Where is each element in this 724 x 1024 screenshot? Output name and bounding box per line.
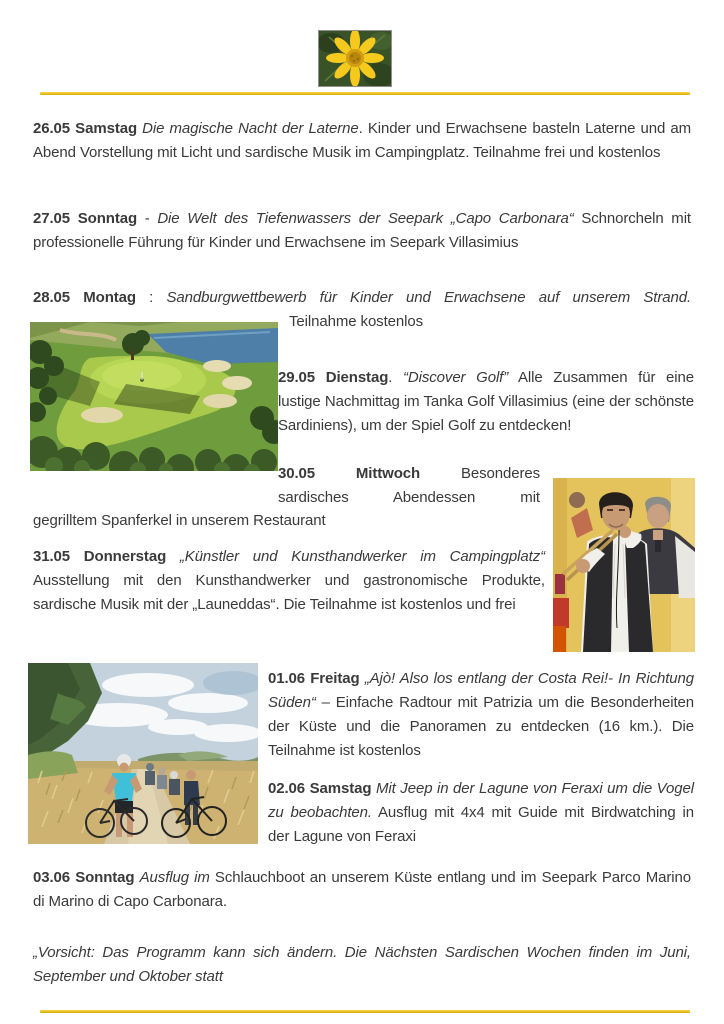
flower-photo xyxy=(318,30,392,87)
event-02-06 xyxy=(268,777,694,849)
golf-course-graphic xyxy=(30,322,278,471)
event-30-05-continuation xyxy=(33,509,553,533)
event-text: Alle Zusammen für eine lustige Nachmittag im Tanka Golf Villasimius (eine der schönste Sardiniens), um der Spiel Golf zu entdecken! xyxy=(278,369,695,434)
event-text: Besonderes sardisches Abendessen mit xyxy=(278,465,541,506)
event-27-05 xyxy=(33,207,691,255)
event-30-05 xyxy=(278,462,540,510)
launeddas-player-graphic xyxy=(553,478,695,652)
event-text: – Einfache Radtour mit Patrizia um die Besonderheiten der Küste und die Panoramen zu entdecken (16 km.). Die Teilnahme ist kostenlos xyxy=(268,694,694,759)
event-date-label: 02.06 Samstag xyxy=(268,780,372,797)
event-text: gegrilltem Spanferkel in unserem Restaurant xyxy=(33,512,326,529)
event-date-label: 30.05 Mittwoch xyxy=(278,465,421,482)
event-29-05 xyxy=(278,366,694,438)
event-date-label: 27.05 Sonntag xyxy=(33,210,138,227)
separator: . xyxy=(388,369,404,386)
footer-notice-text: „Vorsicht: Das Programm kann sich ändern. Die Nächsten Sardischen Wochen finden im Juni, September und Oktober statt xyxy=(33,944,691,985)
event-01-06 xyxy=(268,667,694,763)
event-28-05 xyxy=(33,286,691,310)
event-text: Schlauchboot an unserem Küste entlang und im Seepark Parco Marino di Marino di Capo Carbonara. xyxy=(33,869,691,910)
event-date-label: 28.05 Montag xyxy=(33,289,136,306)
event-title: Mit Jeep in der Lagune von Feraxi um die Vogel zu beobachten. xyxy=(268,780,694,821)
bike-tour-graphic xyxy=(28,663,258,844)
event-title: „Ajò! Also los entlang der Costa Rei!- In Richtung Süden“ xyxy=(268,670,695,711)
event-date-label: 31.05 Donnerstag xyxy=(33,548,167,565)
event-28-05-note xyxy=(289,310,589,334)
event-date-label: 29.05 Dienstag xyxy=(278,369,389,386)
footer-divider-line xyxy=(40,1010,690,1013)
event-31-05 xyxy=(33,545,545,617)
event-date-label: 03.06 Sonntag xyxy=(33,869,135,886)
event-title: „Künstler und Kunsthandwerker im Campingplatz“ xyxy=(179,548,545,565)
event-title: Die Welt des Tiefenwassers der Seepark „Capo Carbonara“ xyxy=(157,210,574,227)
event-date-label: 26.05 Samstag xyxy=(33,120,138,137)
golf-course-photo xyxy=(30,322,278,471)
event-title: Ausflug im xyxy=(139,869,210,886)
event-26-05 xyxy=(33,117,691,165)
separator: : xyxy=(135,289,167,306)
event-title: Die magische Nacht der Laterne xyxy=(142,120,359,137)
header-divider-line xyxy=(40,92,690,95)
event-text: Teilnahme kostenlos xyxy=(289,313,424,330)
event-title: “Discover Golf” xyxy=(403,369,509,386)
event-text: Schnorcheln mit professionelle Führung für Kinder und Erwachsene im Seepark Villasimius xyxy=(33,210,691,251)
event-text: Ausflug mit 4x4 mit Guide mit Birdwatching in der Lagune von Feraxi xyxy=(268,804,694,845)
bike-tour-photo xyxy=(28,663,258,844)
event-text: Ausstellung mit den Kunsthandwerker und gastronomische Produkte, sardische Musik mit der „Launeddas“. Die Teilnahme ist kostenlos und frei xyxy=(33,572,545,613)
event-text: . Kinder und Erwachsene basteln Laterne und am Abend Vorstellung mit Licht und sardische Musik im Campingplatz. Teilnahme frei und kostenlos xyxy=(33,120,691,161)
separator: - xyxy=(137,210,158,227)
footer-notice xyxy=(33,941,691,989)
event-03-06 xyxy=(33,866,691,914)
flower-photo-graphic xyxy=(319,31,391,86)
event-title: Sandburgwettbewerb für Kinder und Erwachsene auf unserem Strand. xyxy=(166,289,692,306)
event-date-label: 01.06 Freitag xyxy=(268,670,360,687)
launeddas-player-photo xyxy=(553,478,695,652)
